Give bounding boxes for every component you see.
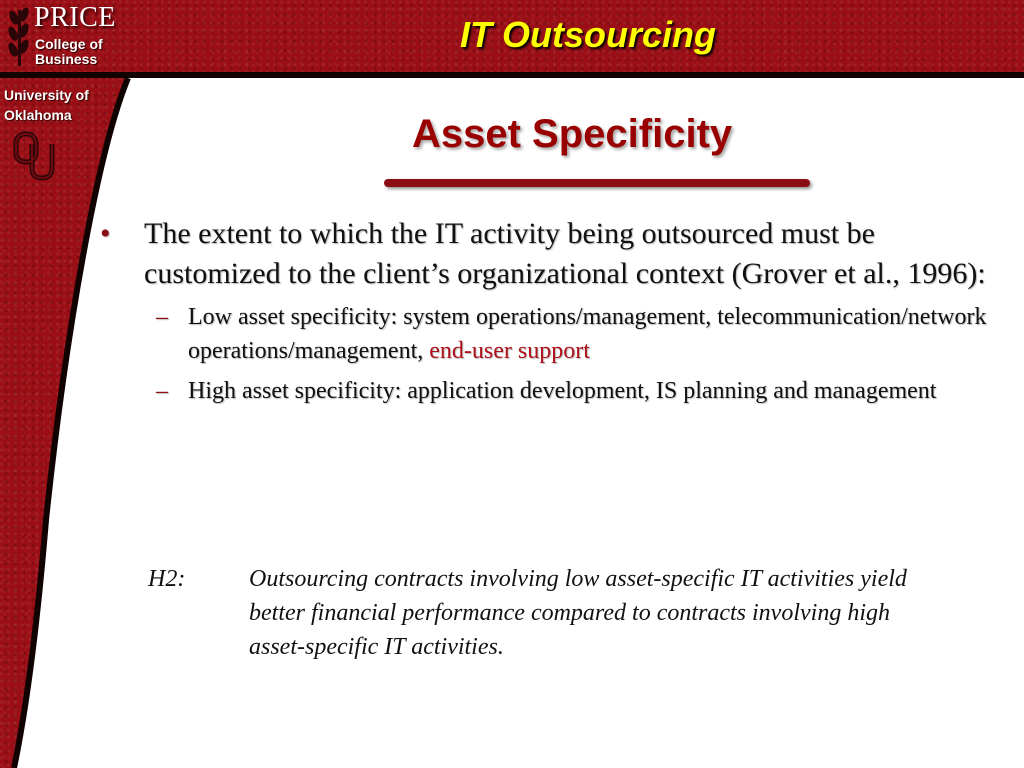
subbullet-text: High asset specificity: application development, IS planning and management xyxy=(188,378,937,404)
hypothesis-text: Outsourcing contracts involving low asset-specific IT activities yield better financial performance compared to contracts involving high asset-specific IT activities. xyxy=(249,566,907,660)
presentation-title: IT Outsourcing xyxy=(460,14,716,55)
logo-line-college: College of xyxy=(35,36,103,52)
subbullet-item xyxy=(100,374,990,408)
logo-brand: PRICE xyxy=(34,2,116,33)
subbullet-item xyxy=(100,300,990,368)
university-name-line1: University of xyxy=(4,87,89,103)
subbullet-marker: – xyxy=(156,304,168,330)
ou-emblem-icon xyxy=(12,130,58,182)
bullet-marker: • xyxy=(100,217,111,250)
bullet-item xyxy=(100,214,990,294)
bullet-list xyxy=(100,214,990,408)
logo-line-business: Business xyxy=(35,51,98,67)
subbullet-highlight: end-user support xyxy=(429,338,590,364)
header-divider xyxy=(0,72,1024,78)
title-underline xyxy=(384,179,810,187)
university-name-line2: Oklahoma xyxy=(4,107,72,123)
hypothesis-label: H2: xyxy=(148,566,186,592)
bullet-text: The extent to which the IT activity being outsourced must be customized to the client’s organizational context (Grover et al., 1996): xyxy=(144,217,986,290)
subbullet-text: Low asset specificity: system operations/management, telecommunication/network operations/management, xyxy=(188,304,987,364)
subbullet-marker: – xyxy=(156,378,168,404)
slide-title: Asset Specificity xyxy=(412,112,733,156)
